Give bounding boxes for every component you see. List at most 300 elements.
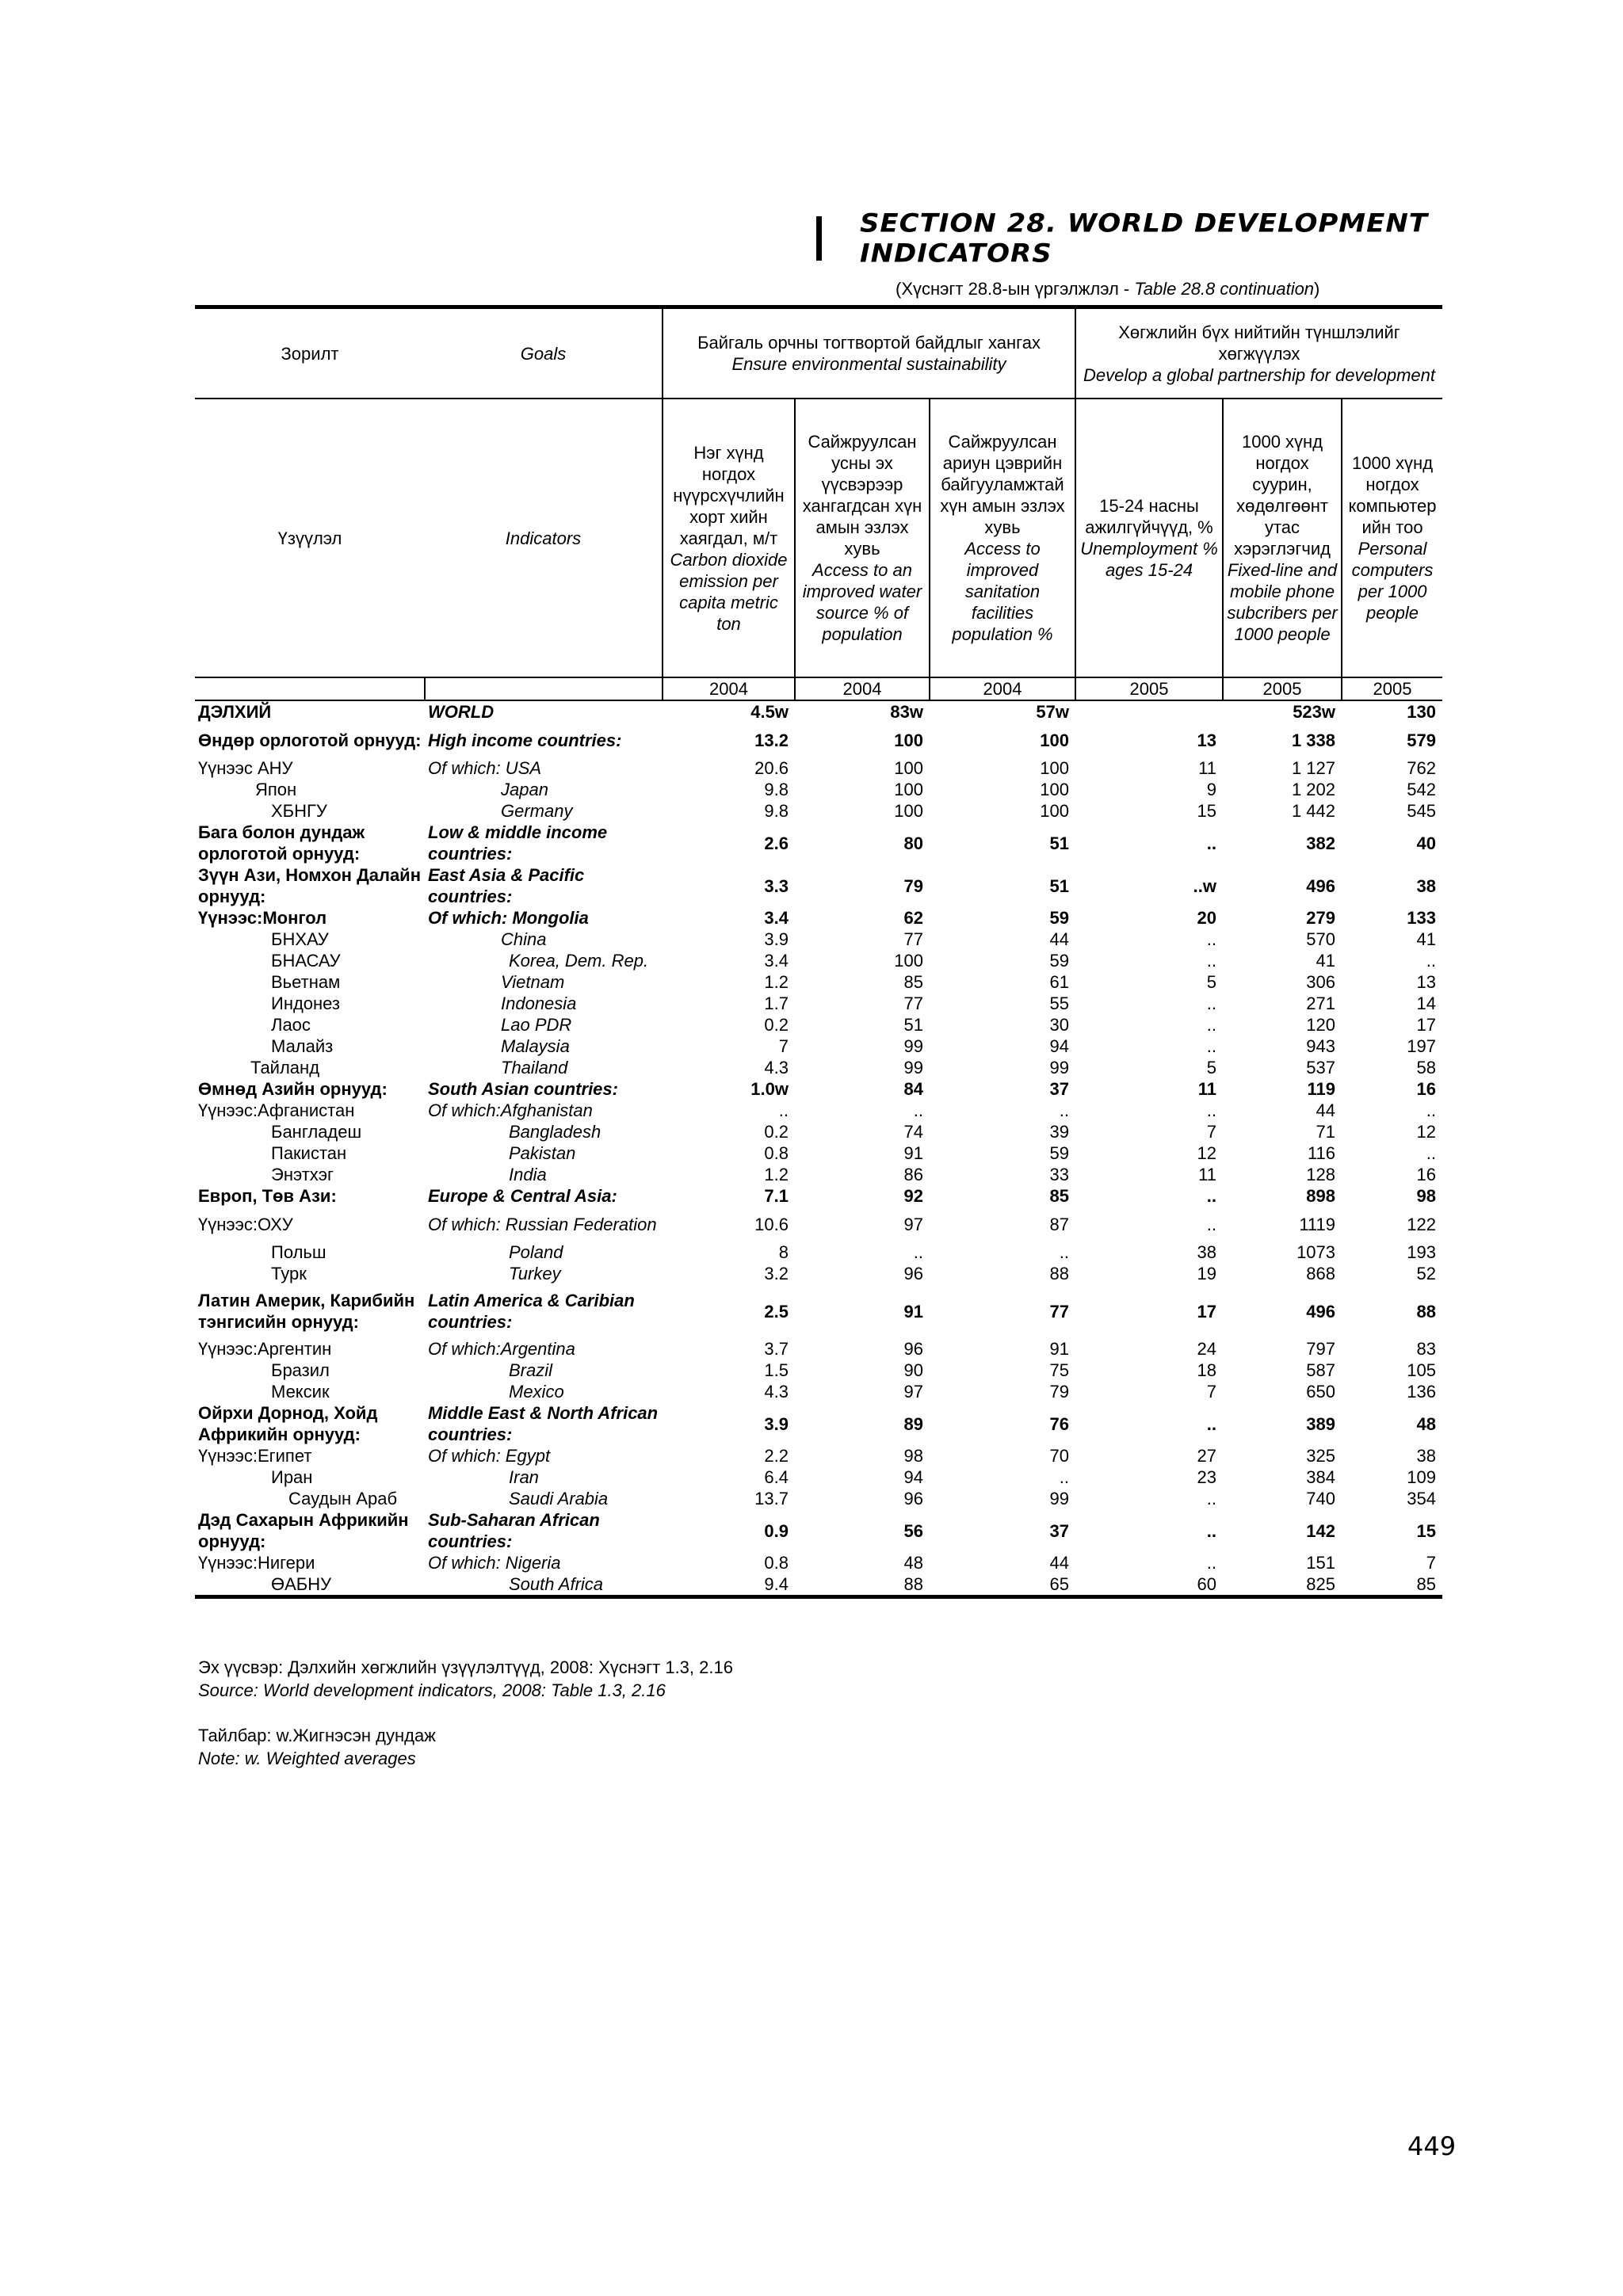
table-continuation-note [896, 279, 1319, 299]
co2-value: 13.7 [754, 1489, 789, 1508]
year-col1: 2004 [663, 677, 795, 700]
computers-value: 542 [1407, 780, 1437, 799]
group1-mn: Байгаль орчны тогтвортой байдлыг хангах [697, 333, 1041, 353]
phone-value: 868 [1306, 1264, 1336, 1283]
co2-value: 3.2 [764, 1264, 789, 1283]
phone-value: 587 [1306, 1360, 1336, 1380]
unemployment-value: 11 [1197, 1079, 1217, 1099]
water-value: .. [913, 1100, 923, 1120]
sanitation-value: 51 [1049, 875, 1070, 896]
table-row [195, 1241, 1442, 1263]
computers-value: 38 [1416, 1446, 1437, 1466]
water-value: 91 [903, 1143, 923, 1163]
water-value: 88 [903, 1574, 923, 1594]
co2-value: 7.1 [764, 1186, 789, 1206]
co2-value: 3.7 [764, 1339, 789, 1359]
col1-mn: Нэг хүнд ногдох нүүрсхүчлийн хорт хийн хаягдал, м/т [673, 442, 785, 548]
row-label-mn: ХБНГУ [271, 801, 327, 821]
table-row [195, 971, 1442, 993]
unemployment-value: 15 [1197, 801, 1217, 821]
water-value: 83w [890, 702, 923, 722]
computers-value: 52 [1416, 1264, 1437, 1283]
note-mn: Тайлбар: w.Жигнэсэн дундаж [198, 1726, 436, 1745]
phone-value: 116 [1307, 1143, 1336, 1163]
computers-value: 12 [1416, 1122, 1437, 1142]
table-row [195, 1402, 1442, 1445]
unemployment-value: 5 [1206, 972, 1217, 992]
row-label-en: Of which: Mongolia [428, 908, 589, 928]
water-value: 89 [903, 1413, 923, 1434]
computers-value: 88 [1416, 1301, 1437, 1322]
computers-value: 193 [1407, 1242, 1437, 1262]
water-value: 94 [903, 1467, 923, 1487]
row-label-mn: Бага болон дундаж орлоготой орнууд: [198, 822, 365, 864]
unemployment-value: .. [1206, 1520, 1217, 1541]
row-label-mn: Иран [271, 1467, 313, 1487]
water-value: 85 [903, 972, 923, 992]
unemployment-value: .. [1206, 994, 1217, 1013]
phone-value: 1 127 [1291, 758, 1336, 778]
row-label-mn: Энэтхэг [271, 1165, 334, 1184]
row-label-mn: Польш [271, 1242, 327, 1262]
phone-value: 740 [1306, 1489, 1336, 1508]
computers-value: 16 [1416, 1079, 1437, 1099]
computers-value: 38 [1416, 875, 1437, 896]
unemployment-value: .. [1206, 1100, 1217, 1120]
goals-en: Goals [425, 307, 663, 399]
table-row [195, 1509, 1442, 1552]
sanitation-value: 39 [1049, 1122, 1070, 1142]
table-row [195, 1381, 1442, 1402]
sanitation-value: 61 [1049, 972, 1070, 992]
sanitation-value: 59 [1049, 1143, 1070, 1163]
table-row [195, 1100, 1442, 1121]
row-label-mn: БНАСАУ [271, 951, 341, 971]
co2-value: 0.2 [764, 1122, 789, 1142]
table-row [195, 822, 1442, 864]
row-label-mn: Бразил [271, 1360, 330, 1380]
phone-value: 389 [1306, 1413, 1336, 1434]
col4-mn: 15-24 насны ажилгүйчүүд, % [1085, 496, 1213, 537]
co2-value: 7 [778, 1036, 789, 1056]
row-label-en: Middle East & North African countries: [428, 1403, 659, 1444]
continuation-mn: (Хүснэгт 28.8-ын үргэлжлэл - [896, 279, 1135, 299]
co2-value: .. [778, 1100, 789, 1120]
unemployment-value: 7 [1206, 1382, 1217, 1402]
phone-value: 1119 [1299, 1214, 1336, 1234]
phone-value: 496 [1306, 875, 1336, 896]
group-environment [663, 307, 1075, 399]
section-title: SECTION 28. WORLD DEVELOPMENT INDICATORS [859, 208, 1428, 269]
table-row [195, 1284, 1442, 1338]
computers-value: 762 [1407, 758, 1437, 778]
computers-value: 85 [1416, 1574, 1437, 1594]
unemployment-value: 18 [1197, 1360, 1217, 1380]
unemployment-value [1075, 700, 1223, 723]
phone-value: 71 [1316, 1122, 1336, 1142]
computers-value: 197 [1407, 1036, 1437, 1056]
unemployment-value: 5 [1206, 1058, 1217, 1077]
water-value: 74 [903, 1122, 923, 1142]
water-value: 97 [903, 1214, 923, 1234]
row-label-mn: БНХАУ [271, 929, 329, 949]
phone-value: 1 338 [1291, 730, 1336, 750]
computers-value: 48 [1416, 1413, 1437, 1434]
year-col6: 2005 [1342, 677, 1442, 700]
water-value: 91 [903, 1301, 923, 1322]
phone-value: 151 [1306, 1553, 1336, 1573]
co2-value: 2.2 [764, 1446, 789, 1466]
unemployment-value: 24 [1197, 1339, 1217, 1359]
water-value: 100 [894, 730, 923, 750]
phone-value: 825 [1306, 1574, 1336, 1594]
co2-value: 1.2 [764, 972, 789, 992]
row-label-mn: Өмнөд Азийн орнууд: [198, 1079, 388, 1099]
row-label-mn: Бангладеш [271, 1122, 362, 1142]
row-label-mn: Индонез [271, 994, 341, 1013]
table-row [195, 1014, 1442, 1035]
unemployment-value: 19 [1197, 1264, 1217, 1283]
water-value: 90 [903, 1360, 923, 1380]
row-label-en: Mexico [509, 1382, 564, 1402]
row-label-mn: Малайз [271, 1036, 334, 1056]
computers-value: 40 [1416, 833, 1437, 853]
sanitation-value: 75 [1049, 1360, 1070, 1380]
header-row-indicators [195, 399, 1442, 677]
group1-en: Ensure environmental sustainability [731, 354, 1006, 374]
sanitation-value: 87 [1049, 1214, 1070, 1234]
phone-value: 41 [1316, 951, 1336, 971]
table-row [195, 1121, 1442, 1142]
sanitation-value: 44 [1049, 929, 1070, 949]
unemployment-value: .. [1206, 951, 1217, 971]
row-label-en: Vietnam [501, 972, 565, 992]
water-value: 100 [894, 951, 923, 971]
co2-value: 2.5 [764, 1301, 789, 1322]
phone-value: 44 [1316, 1100, 1336, 1120]
row-label-mn: Зүүн Ази, Номхон Далайн орнууд: [198, 865, 421, 906]
water-value: 48 [903, 1553, 923, 1573]
water-value: 100 [894, 758, 923, 778]
table-row [195, 1185, 1442, 1207]
row-label-en: Of which:Afghanistan [428, 1100, 593, 1120]
phone-value: 898 [1306, 1186, 1336, 1206]
co2-value: 20.6 [754, 758, 789, 778]
section-header [816, 208, 1623, 269]
computers-value: 133 [1407, 908, 1437, 928]
header-row-years [195, 677, 1442, 700]
continuation-en: Table 28.8 continuation [1134, 279, 1315, 299]
table-row [195, 1360, 1442, 1381]
water-value: 92 [903, 1186, 923, 1206]
row-label-mn: ДЭЛХИЙ [198, 702, 272, 722]
co2-value: 0.8 [764, 1143, 789, 1163]
phone-value: 142 [1306, 1520, 1336, 1541]
row-label-en: Germany [501, 801, 573, 821]
co2-value: 0.9 [764, 1520, 789, 1541]
table-row [195, 1078, 1442, 1100]
co2-value: 4.3 [764, 1058, 789, 1077]
computers-value: 109 [1407, 1467, 1437, 1487]
co2-value: 3.3 [764, 875, 789, 896]
sanitation-value: 51 [1049, 833, 1070, 853]
table-row [195, 993, 1442, 1014]
year-blank-mn [195, 677, 425, 700]
co2-value: 3.4 [764, 908, 789, 928]
water-value: 77 [903, 994, 923, 1013]
year-col3: 2004 [930, 677, 1075, 700]
phone-value: 1 202 [1291, 780, 1336, 799]
row-label-en: High income countries: [428, 730, 622, 750]
table-row [195, 1142, 1442, 1164]
sanitation-value: 30 [1049, 1015, 1070, 1035]
table-row [195, 779, 1442, 800]
row-label-en: Iran [509, 1467, 539, 1487]
sanitation-value: .. [1059, 1100, 1070, 1120]
phone-value: 943 [1306, 1036, 1336, 1056]
co2-value: 9.8 [764, 780, 789, 799]
computers-value: 136 [1407, 1382, 1437, 1402]
computers-value: 15 [1416, 1520, 1437, 1541]
unemployment-value: .. [1206, 1553, 1217, 1573]
table-row [195, 1466, 1442, 1488]
row-label-en: Poland [509, 1242, 563, 1262]
unemployment-value: .. [1206, 1036, 1217, 1056]
sanitation-value: 100 [1040, 758, 1070, 778]
sanitation-value: 55 [1049, 994, 1070, 1013]
year-blank-en [425, 677, 663, 700]
phone-value: 384 [1306, 1467, 1336, 1487]
water-value: .. [913, 1242, 923, 1262]
col-unemployment-header [1075, 399, 1223, 677]
table-row [195, 1207, 1442, 1241]
year-col5: 2005 [1223, 677, 1342, 700]
phone-value: 119 [1307, 1079, 1336, 1099]
water-value: 56 [903, 1520, 923, 1541]
row-label-mn: Латин Америк, Карибийн тэнгисийн орнууд: [198, 1291, 415, 1332]
co2-value: 9.4 [764, 1574, 789, 1594]
co2-value: 3.9 [764, 1413, 789, 1434]
col6-en: Personal computers per 1000 people [1351, 539, 1434, 623]
computers-value: 16 [1416, 1165, 1437, 1184]
phone-value: 523w [1293, 702, 1336, 722]
table-row [195, 1552, 1442, 1573]
co2-value: 10.6 [754, 1214, 789, 1234]
group-partnership [1075, 307, 1442, 399]
row-label-en: Brazil [509, 1360, 553, 1380]
phone-value: 570 [1306, 929, 1336, 949]
computers-value: 83 [1416, 1339, 1437, 1359]
row-label-en: Indonesia [501, 994, 577, 1013]
row-label-mn: Үүнээс:Аргентин [198, 1339, 332, 1359]
co2-value: 3.9 [764, 929, 789, 949]
table-row [195, 864, 1442, 907]
row-label-en: East Asia & Pacific countries: [428, 865, 585, 906]
phone-value: 496 [1306, 1301, 1336, 1322]
co2-value: 0.8 [764, 1553, 789, 1573]
computers-value: .. [1426, 951, 1437, 971]
co2-value: 3.4 [764, 951, 789, 971]
sanitation-value: 77 [1049, 1301, 1070, 1322]
sanitation-value: .. [1059, 1467, 1070, 1487]
unemployment-value: .. [1206, 833, 1217, 853]
phone-value: 279 [1306, 908, 1336, 928]
unemployment-value: 23 [1197, 1467, 1217, 1487]
row-label-mn: Өндөр орлоготой орнууд: [198, 730, 422, 750]
table-row [195, 1057, 1442, 1078]
indicators-en: Indicators [425, 399, 663, 677]
sanitation-value: 94 [1049, 1036, 1070, 1056]
unemployment-value: 11 [1198, 1165, 1217, 1184]
water-value: 51 [903, 1015, 923, 1035]
phone-value: 325 [1306, 1446, 1336, 1466]
row-label-mn: Тайланд [250, 1058, 320, 1077]
phone-value: 271 [1306, 994, 1336, 1013]
co2-value: 1.7 [764, 994, 789, 1013]
sanitation-value: 100 [1040, 780, 1070, 799]
table-row [195, 1445, 1442, 1466]
row-label-en: Europe & Central Asia: [428, 1186, 617, 1206]
col6-mn: 1000 хүнд ногдох компьютер ийн тоо [1348, 453, 1437, 537]
row-label-mn: Үүнээс:ОХУ [198, 1214, 293, 1234]
row-label-en: Of which: Russian Federation [428, 1214, 657, 1234]
header-row-goals [195, 307, 1442, 399]
col-water-header [795, 399, 930, 677]
row-label-mn: Дэд Сахарын Африкийн орнууд: [198, 1510, 409, 1551]
sanitation-value: 59 [1049, 908, 1070, 928]
unemployment-value: 20 [1197, 908, 1217, 928]
water-value: 99 [903, 1036, 923, 1056]
note-en: Note: w. Weighted averages [198, 1749, 416, 1768]
phone-value: 128 [1306, 1165, 1336, 1184]
sanitation-value: 37 [1049, 1079, 1070, 1099]
unemployment-value: 13 [1197, 730, 1217, 750]
computers-value: 579 [1407, 730, 1437, 750]
row-label-mn: Үүнээс:Монгол [198, 908, 327, 928]
group2-en: Develop a global partnership for development [1083, 364, 1435, 385]
year-col4: 2005 [1075, 677, 1223, 700]
water-value: 84 [903, 1079, 923, 1099]
co2-value: 9.8 [764, 801, 789, 821]
sanitation-value: .. [1059, 1242, 1070, 1262]
row-label-en: Korea, Dem. Rep. [509, 951, 649, 971]
sanitation-value: 99 [1049, 1058, 1070, 1077]
row-label-en: Of which: USA [428, 758, 542, 778]
table-row [195, 800, 1442, 822]
col-co2-header [663, 399, 795, 677]
table-row [195, 1035, 1442, 1057]
row-label-mn: ӨАБНУ [271, 1574, 332, 1594]
footnotes [198, 1656, 733, 1770]
sanitation-value: 88 [1049, 1264, 1070, 1283]
col3-mn: Сайжруулсан ариун цэврийн байгууламжтай хүн амын эзлэх хувь [940, 432, 1065, 537]
table-row [195, 1263, 1442, 1284]
unemployment-value: 38 [1197, 1242, 1217, 1262]
computers-value: 17 [1416, 1015, 1437, 1035]
table-row [195, 1338, 1442, 1360]
indicators-table [195, 305, 1442, 1599]
sanitation-value: 76 [1049, 1413, 1070, 1434]
computers-value: 122 [1407, 1214, 1437, 1234]
sanitation-value: 100 [1040, 730, 1070, 750]
table-row [195, 1573, 1442, 1597]
row-label-mn: Вьетнам [271, 972, 341, 992]
col2-en: Access to an improved water source % of population [802, 560, 922, 644]
sanitation-value: 57w [1036, 702, 1070, 722]
unemployment-value: 60 [1197, 1574, 1217, 1594]
col1-en: Carbon dioxide emission per capita metric ton [670, 549, 788, 634]
sanitation-value: 59 [1049, 951, 1070, 971]
co2-value: 8 [778, 1242, 789, 1262]
row-label-en: WORLD [428, 702, 495, 722]
phone-value: 797 [1306, 1339, 1336, 1359]
phone-value: 306 [1306, 972, 1336, 992]
row-label-en: South Africa [509, 1574, 604, 1594]
unemployment-value: 27 [1197, 1446, 1217, 1466]
row-label-en: Saudi Arabia [509, 1489, 609, 1508]
row-label-en: Japan [501, 780, 548, 799]
row-label-mn: Ойрхи Дорнод, Хойд Африкийн орнууд: [198, 1403, 378, 1444]
col3-en: Access to improved sanitation facilities population % [952, 539, 1053, 644]
table-row [195, 907, 1442, 929]
water-value: 86 [903, 1165, 923, 1184]
row-label-en: Malaysia [501, 1036, 570, 1056]
co2-value: 1.2 [764, 1165, 789, 1184]
computers-value: .. [1426, 1143, 1437, 1163]
unemployment-value: 9 [1206, 780, 1217, 799]
col-sanitation-header [930, 399, 1075, 677]
water-value: 79 [903, 875, 923, 896]
unemployment-value: 7 [1206, 1122, 1217, 1142]
row-label-mn: Саудын Араб [288, 1489, 398, 1508]
computers-value: 58 [1416, 1058, 1437, 1077]
row-label-en: Sub-Saharan African countries: [428, 1510, 600, 1551]
unemployment-value: 12 [1197, 1143, 1217, 1163]
sanitation-value: 37 [1049, 1520, 1070, 1541]
unemployment-value: .. [1206, 1214, 1217, 1234]
co2-value: 6.4 [764, 1467, 789, 1487]
table-body [195, 700, 1442, 1597]
water-value: 80 [903, 833, 923, 853]
water-value: 100 [894, 780, 923, 799]
phone-value: 537 [1306, 1058, 1336, 1077]
sanitation-value: 33 [1049, 1165, 1070, 1184]
source-en: Source: World development indicators, 2008: Table 1.3, 2.16 [198, 1680, 666, 1700]
table-row [195, 757, 1442, 779]
row-label-en: China [501, 929, 547, 949]
indicators-mn: Үзүүлэл [195, 399, 425, 677]
goals-mn: Зорилт [195, 307, 425, 399]
co2-value: 0.2 [764, 1015, 789, 1035]
co2-value: 4.3 [764, 1382, 789, 1402]
row-label-en: Turkey [509, 1264, 561, 1283]
water-value: 77 [903, 929, 923, 949]
water-value: 96 [903, 1489, 923, 1508]
computers-value: 7 [1426, 1553, 1437, 1573]
row-label-en: Of which:Argentina [428, 1339, 575, 1359]
unemployment-value: 11 [1198, 758, 1217, 778]
co2-value: 4.5w [750, 702, 789, 722]
row-label-mn: Турк [271, 1264, 307, 1283]
continuation-close: ) [1314, 279, 1320, 299]
year-col2: 2004 [795, 677, 930, 700]
source-mn: Эх үүсвэр: Дэлхийн хөгжлийн үзүүлэлтүүд, 2008: Хүснэгт 1.3, 2.16 [198, 1657, 733, 1677]
computers-value: 14 [1416, 994, 1437, 1013]
row-label-mn: Мексик [271, 1382, 330, 1402]
computers-value: 130 [1407, 702, 1437, 722]
phone-value: 382 [1306, 833, 1336, 853]
footnote-gap [198, 1702, 733, 1724]
